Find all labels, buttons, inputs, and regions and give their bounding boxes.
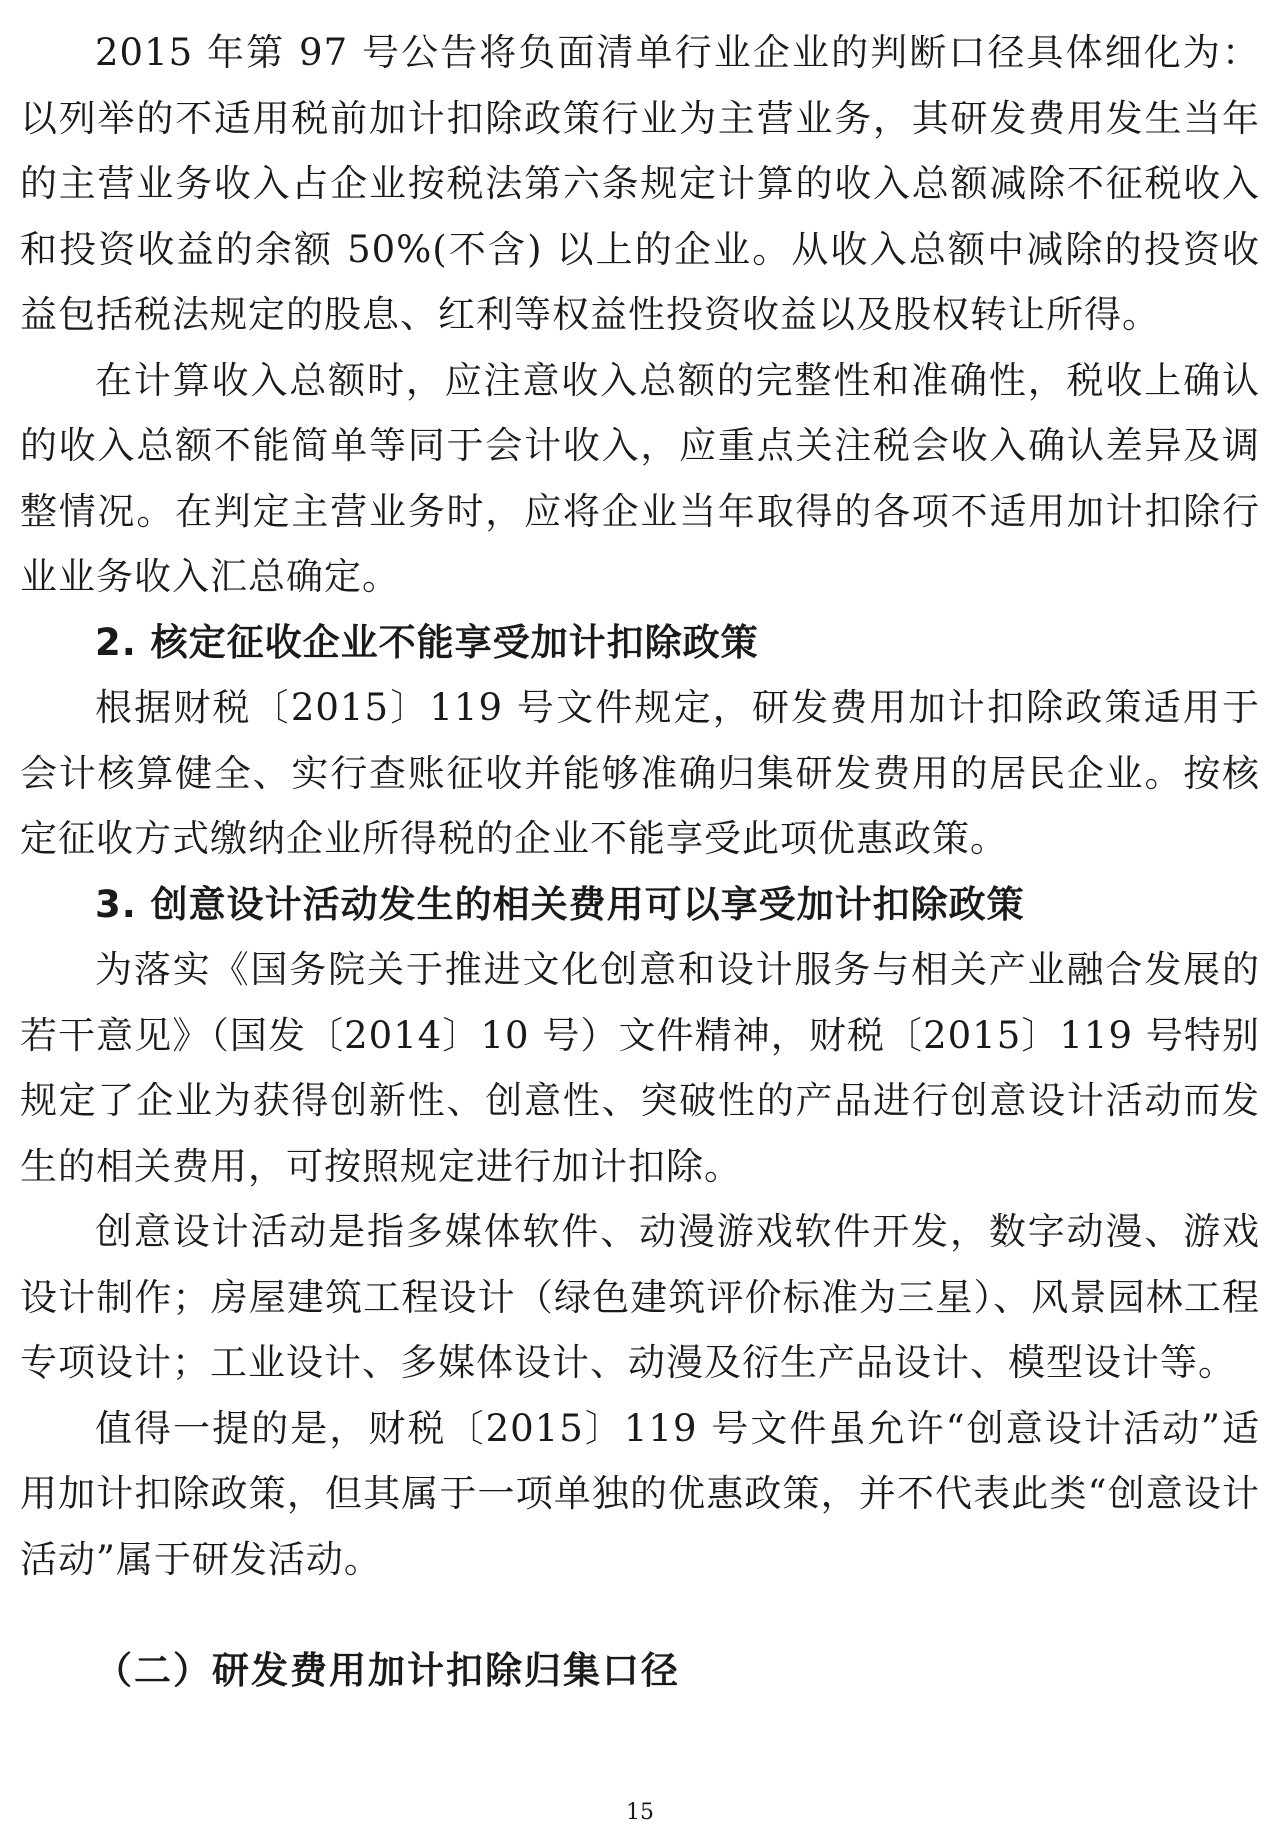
- paragraph-creative-design-note: 值得一提的是，财税〔2015〕119 号文件虽允许“创意设计活动”适用加计扣除政策，但其属于一项单独的优惠政策，并不代表此类“创意设计活动”属于研发活动。: [20, 1406, 1260, 1581]
- document-body: [20, 20, 1260, 1592]
- paragraph-negative-list-criteria: 2015 年第 97 号公告将负面清单行业企业的判断口径具体细化为：以列举的不适用税前加计扣除政策行业为主营业务，其研发费用发生当年的主营业务收入占企业按税法第六条规定计算的收入总额减除不征税收入和投资收益的余额 50%(不含) 以上的企业。从收入总额中减除的投资收益包括税法规定的股息、红利等权益性投资收益以及股权转让所得。: [20, 31, 1260, 336]
- paragraph-verified-collection: 根据财税〔2015〕119 号文件规定，研发费用加计扣除政策适用于会计核算健全、实行查账征收并能够准确归集研发费用的居民企业。按核定征收方式缴纳企业所得税的企业不能享受此项优惠政策。: [20, 686, 1260, 860]
- paragraph-total-income-note: 在计算收入总额时，应注意收入总额的完整性和准确性，税收上确认的收入总额不能简单等同于会计收入，应重点关注税会收入确认差异及调整情况。在判定主营业务时，应将企业当年取得的各项不适用加计扣除行业业务收入汇总确定。: [20, 358, 1260, 598]
- paragraph-creative-design-definition: 创意设计活动是指多媒体软件、动漫游戏软件开发，数字动漫、游戏设计制作；房屋建筑工程设计（绿色建筑评价标准为三星）、风景园林工程专项设计；工业设计、多媒体设计、动漫及衍生产品设计、模型设计等。: [20, 1210, 1260, 1384]
- page-number: 15: [626, 1800, 654, 1825]
- section-heading: （二）研发费用加计扣除归集口径: [95, 1649, 680, 1692]
- heading-creative-design: 3. 创意设计活动发生的相关费用可以享受加计扣除政策: [95, 882, 1025, 926]
- paragraph-creative-design-policy: 为落实《国务院关于推进文化创意和设计服务与相关产业融合发展的若干意见》（国发〔2014〕10 号）文件精神，财税〔2015〕119 号特别规定了企业为获得创新性、创意性、突破性的产品进行创意设计活动而发生的相关费用，可按照规定进行加计扣除。: [20, 948, 1260, 1188]
- heading-verified-collection: 2. 核定征收企业不能享受加计扣除政策: [95, 620, 759, 664]
